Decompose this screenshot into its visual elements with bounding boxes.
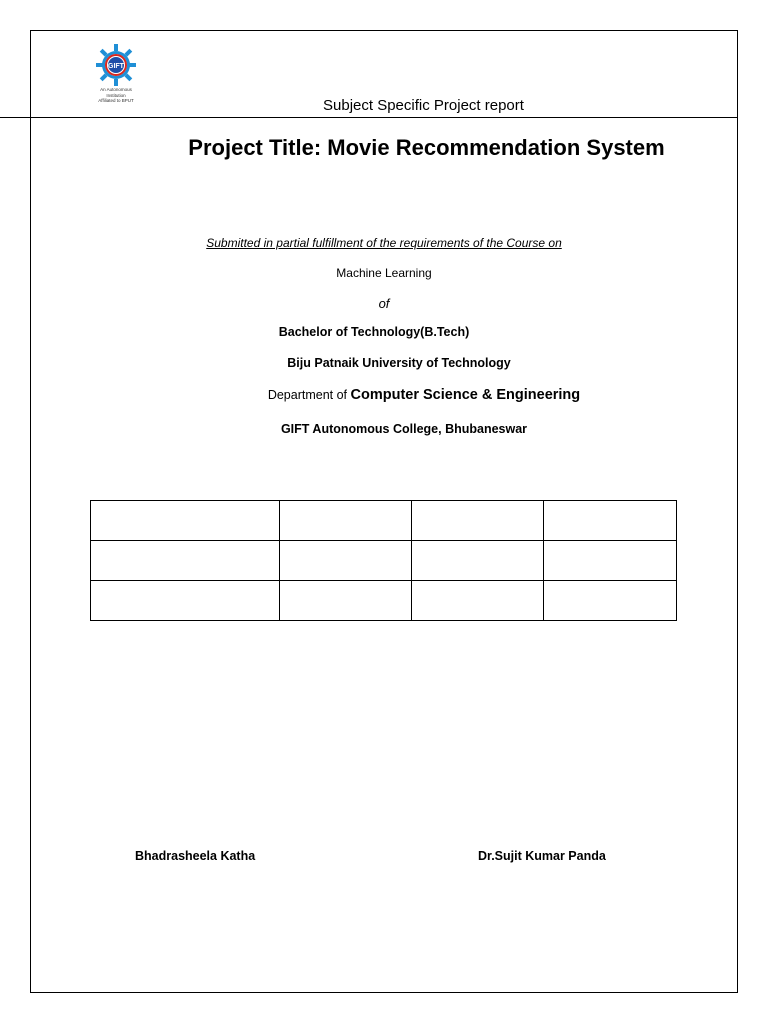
details-table <box>90 500 677 621</box>
project-title: Project Title: Movie Recommendation System <box>188 135 665 160</box>
student-name: Bhadrasheela Katha <box>135 849 256 863</box>
of-label: of <box>378 296 390 311</box>
college-logo <box>84 44 148 116</box>
department-prefix: Department of <box>267 388 351 402</box>
table-cell <box>91 541 280 581</box>
logo-text: GIFT <box>108 63 124 70</box>
header-title: Subject Specific Project report <box>323 97 524 114</box>
university-name: Biju Patnaik University of Technology <box>287 356 511 370</box>
course-name: Machine Learning <box>336 266 432 280</box>
table-cell <box>280 501 412 541</box>
college-name: GIFT Autonomous College, Bhubaneswar <box>280 422 528 436</box>
submission-statement: Submitted in partial fulfillment of the requirements of the Course on <box>206 236 562 250</box>
table-cell <box>91 501 280 541</box>
table-cell <box>412 541 544 581</box>
department-line <box>40 387 768 403</box>
table-cell <box>544 581 677 621</box>
table-row <box>91 581 677 621</box>
table-cell <box>544 501 677 541</box>
table-cell <box>280 541 412 581</box>
table-cell <box>412 581 544 621</box>
guide-name: Dr.Sujit Kumar Panda <box>478 849 606 863</box>
table-cell <box>280 581 412 621</box>
department-name: Computer Science & Engineering <box>350 387 581 403</box>
table-cell <box>544 541 677 581</box>
gift-gear-logo-icon <box>96 44 136 86</box>
table-row <box>91 501 677 541</box>
logo-caption: An Autonomous Institution Affiliated to BPUT <box>98 87 134 103</box>
header-divider <box>0 117 738 118</box>
table-cell <box>91 581 280 621</box>
table-row <box>91 541 677 581</box>
table-cell <box>412 501 544 541</box>
degree-name: Bachelor of Technology(B.Tech) <box>278 325 470 339</box>
